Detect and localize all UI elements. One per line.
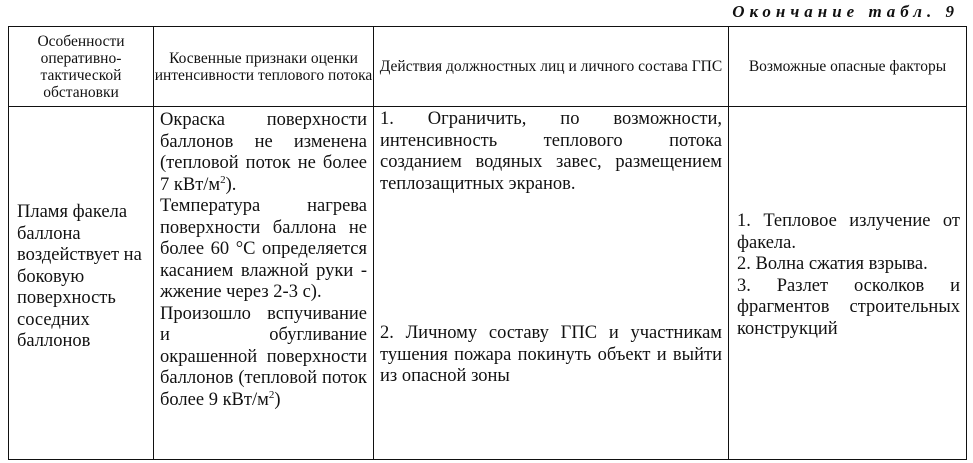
table-row bbox=[9, 107, 967, 460]
cell-situation bbox=[9, 107, 154, 460]
header-situation: Особенности оперативно-тактической обстановки bbox=[9, 27, 154, 107]
table-caption: Окончание табл. 9 bbox=[732, 2, 959, 21]
cell-signs bbox=[154, 107, 374, 460]
hazard-item: 2. Волна сжатия взрыва. bbox=[737, 254, 928, 274]
action-evacuate: 2. Личному составу ГПС и участникам тушения пожара покинуть объект и выйти из опасной зоны bbox=[380, 323, 722, 386]
action-limit-heat-flow: 1. Ограничить, по возможности, интенсивность теплового потока созданием водяных завес, размещением теплозащитных экранов. bbox=[380, 109, 722, 194]
hazard-item: 3. Разлет осколков и фрагментов строительных конструкций bbox=[737, 275, 960, 339]
header-actions: Действия должностных лиц и личного состава ГПС bbox=[374, 27, 729, 107]
data-table bbox=[8, 26, 967, 460]
header-signs: Косвенные признаки оценки интенсивности теплового потока bbox=[154, 27, 374, 107]
sign-paint-unchanged: Окраска поверхности баллонов не изменена (тепловой поток не более 7 кВт/$м^2$). bbox=[160, 110, 367, 195]
hazard-item: 1. Тепловое излучение от факела. bbox=[737, 211, 960, 253]
cell-actions bbox=[374, 107, 729, 460]
hazards-list bbox=[737, 211, 960, 340]
sign-temperature: Температура нагрева поверхности баллона не более 60 °С определяется касанием влажной руки - жжение через 2-3 с). bbox=[160, 196, 367, 302]
table-header-row bbox=[9, 27, 967, 107]
header-hazards: Возможные опасные факторы bbox=[729, 27, 967, 107]
situation-text: Пламя факела баллона воздействует на боковую поверхность соседних баллонов bbox=[17, 202, 142, 351]
cell-hazards bbox=[729, 107, 967, 460]
sign-charring: Произошло вспучивание и обугливание окрашенной поверхности баллонов (тепловой поток более 9 кВт/$м^2$) bbox=[160, 303, 367, 410]
